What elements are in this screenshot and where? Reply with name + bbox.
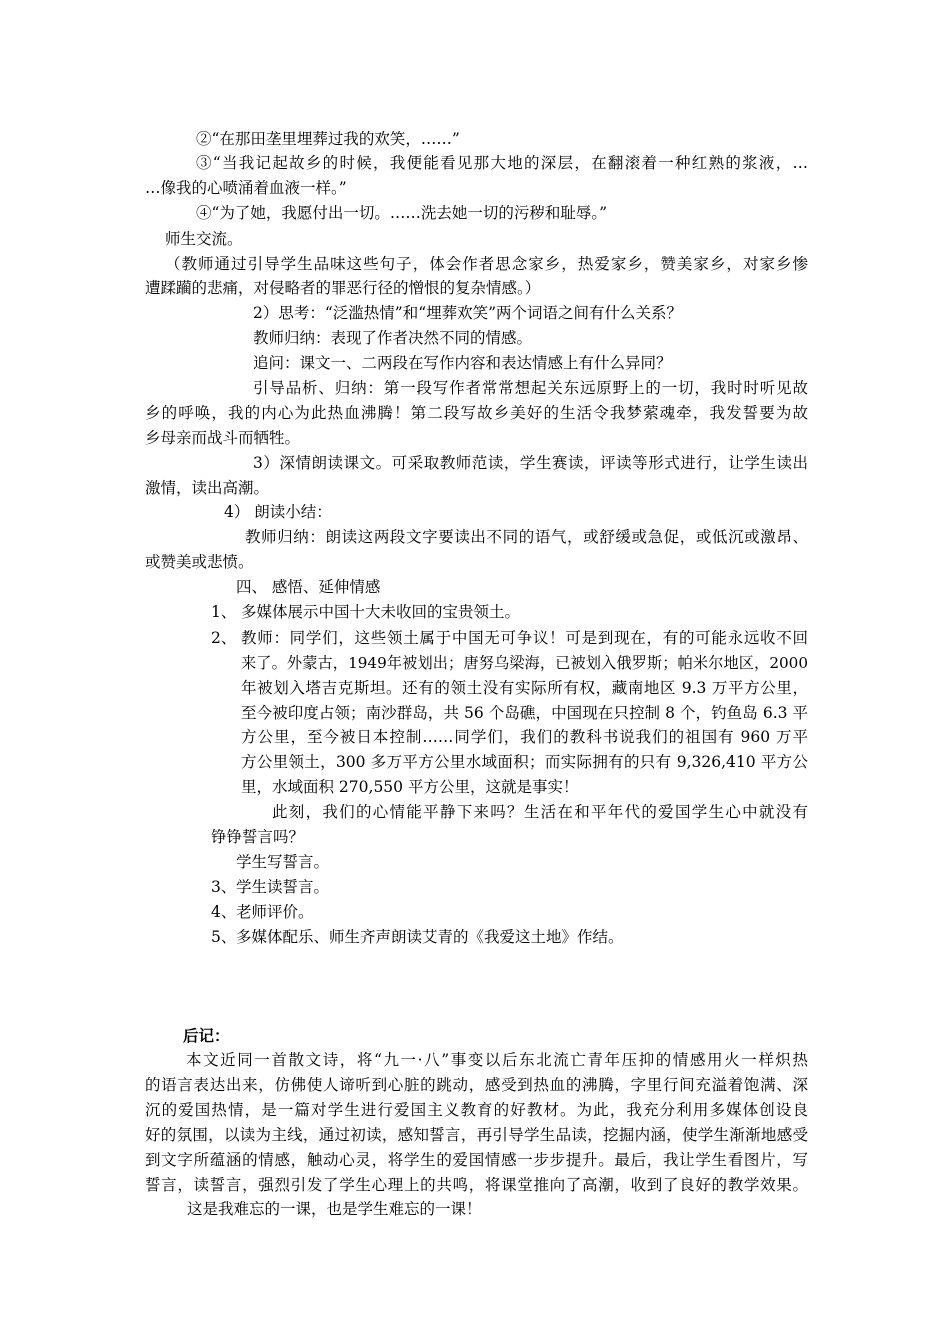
quote-3-line2: …像我的心喷涌着血液一样。” [145,179,347,197]
postscript-line6: 誓言，读誓言，强烈引发了学生心理上的共鸣，将课堂推向了高潮，收到了良好的教学效果。 [145,1176,808,1194]
item-2-line6: 方公里领土，300 多万平方公里水域面积；而实际拥有的只有 9,326,410 平方公 [241,753,808,771]
item-2-line4: 至今被印度占领；南沙群岛，共 56 个岛礁，中国现在只控制 8 个，钓鱼岛 6.3 平 [241,704,808,722]
reflect-line2: 铮铮誓言吗？ [211,828,305,846]
item-2-line3: 年被划入塔吉克斯坦。还有的领土没有实际所有权，藏南地区 9.3 万平方公里， [241,679,808,697]
part4-heading: 四、 感悟、延伸情感 [236,578,381,596]
step2-summary: 教师归纳：表现了作者决然不同的情感。 [253,329,533,347]
postscript-line3: 沉的爱国热情，是一篇对学生进行爱国主义教育的好教材。为此，我充分利用多媒体创设良 [145,1101,808,1119]
item-1-text: 多媒体展示中国十大未收回的宝贵领土。 [241,603,521,621]
item-4-number: 4、 [211,903,237,921]
item-2-number: 2、 [211,629,237,647]
quote-4: ④“为了她，我愿付出一切。……洗去她一切的污秽和耻辱。” [196,204,608,222]
postscript-closing: 这是我难忘的一课，也是学生难忘的一课！ [187,1200,482,1218]
exchange-note-line1: （教师通过引导学生品味这些句子，体会作者思念家乡，热爱家乡，赞美家乡，对家乡惨 [165,255,808,273]
item-3-text: 学生读誓言。 [236,878,330,896]
step3-line2: 激情，读出高潮。 [145,479,270,497]
item-2-line7: 里，水域面积 270,550 平方公里，这就是事实！ [241,778,579,796]
step3-line1: 3）深情朗读课文。可采取教师范读，学生赛读，评读等形式进行，让学生读出 [253,454,808,472]
item-3-number: 3、 [211,878,237,896]
item-2-line2: 来了。外蒙古，1949年被划出；唐努乌梁海，已被划入俄罗斯；帕米尔地区，2000 [241,654,808,672]
step4-line1: 教师归纳：朗读这两段文字要读出不同的语气，或舒缓或急促，或低沉或激昂、 [245,528,808,546]
step4-heading: 4） 朗读小结： [224,503,332,521]
quote-3-line1: ③“当我记起故乡的时候，我便能看见那大地的深层，在翻滚着一种红熟的浆液，… [196,154,808,172]
write-oath: 学生写誓言。 [236,853,330,871]
postscript-line4: 好的氛围，以读为主线，通过初读，感知誓言，再引导学生品读，挖掘内涵，使学生渐渐地感受 [145,1126,808,1144]
step2-analysis-line3: 乡母亲而战斗而牺牲。 [145,429,301,447]
reflect-line1: 此刻，我们的心情能平静下来吗？生活在和平年代的爱国学生心中就没有 [272,803,808,821]
item-1-number: 1、 [211,603,237,621]
step4-line2: 或赞美或悲愤。 [145,553,254,571]
postscript-line1: 本文近同一首散文诗，将“九一·八”事变以后东北流亡青年压抑的情感用火一样炽热 [186,1051,808,1069]
postscript-line5: 到文字所蕴涵的情感，触动心灵，将学生的爱国情感一步步提升。最后，我让学生看图片，写 [145,1151,808,1169]
step2-followup: 追问：课文一、二两段在写作内容和表达情感上有什么异同？ [253,354,672,372]
postscript-line2: 的语言表达出来，仿佛使人谛听到心脏的跳动，感受到热血的沸腾，字里行间充溢着饱满、深 [145,1076,808,1094]
item-5-text: 多媒体配乐、师生齐声朗读艾青的《我爱这土地》作结。 [236,928,624,946]
step2-analysis-line1: 引导品析、归纳：第一段写作者常常想起关东远原野上的一切，我时时听见故 [253,379,808,397]
item-2-line1: 教师：同学们，这些领土属于中国无可争议！可是到现在，有的可能永远收不回 [241,629,808,647]
item-2-line5: 方公里，至今被日本控制……同学们，我们的教科书说我们的祖国有 960 万平 [241,728,808,746]
quote-2: ②“在那田垄里埋葬过我的欢笑，……” [196,130,460,148]
step2-question: 2）思考：“泛滥热情”和“埋葬欢笑”两个词语之间有什么关系？ [253,304,683,322]
item-4-text: 老师评价。 [236,903,314,921]
step2-analysis-line2: 乡的呼唤，我的内心为此热血沸腾！第二段写故乡美好的生活令我梦萦魂牵，我发誓要为故 [145,404,808,422]
postscript-heading: 后记： [183,1026,230,1045]
item-5-number: 5、 [211,928,237,946]
exchange-note-line2: 遭蹂躏的悲痛，对侵略者的罪恶行径的憎恨的复杂情感。） [145,279,541,297]
exchange-heading: 师生交流。 [165,230,243,248]
